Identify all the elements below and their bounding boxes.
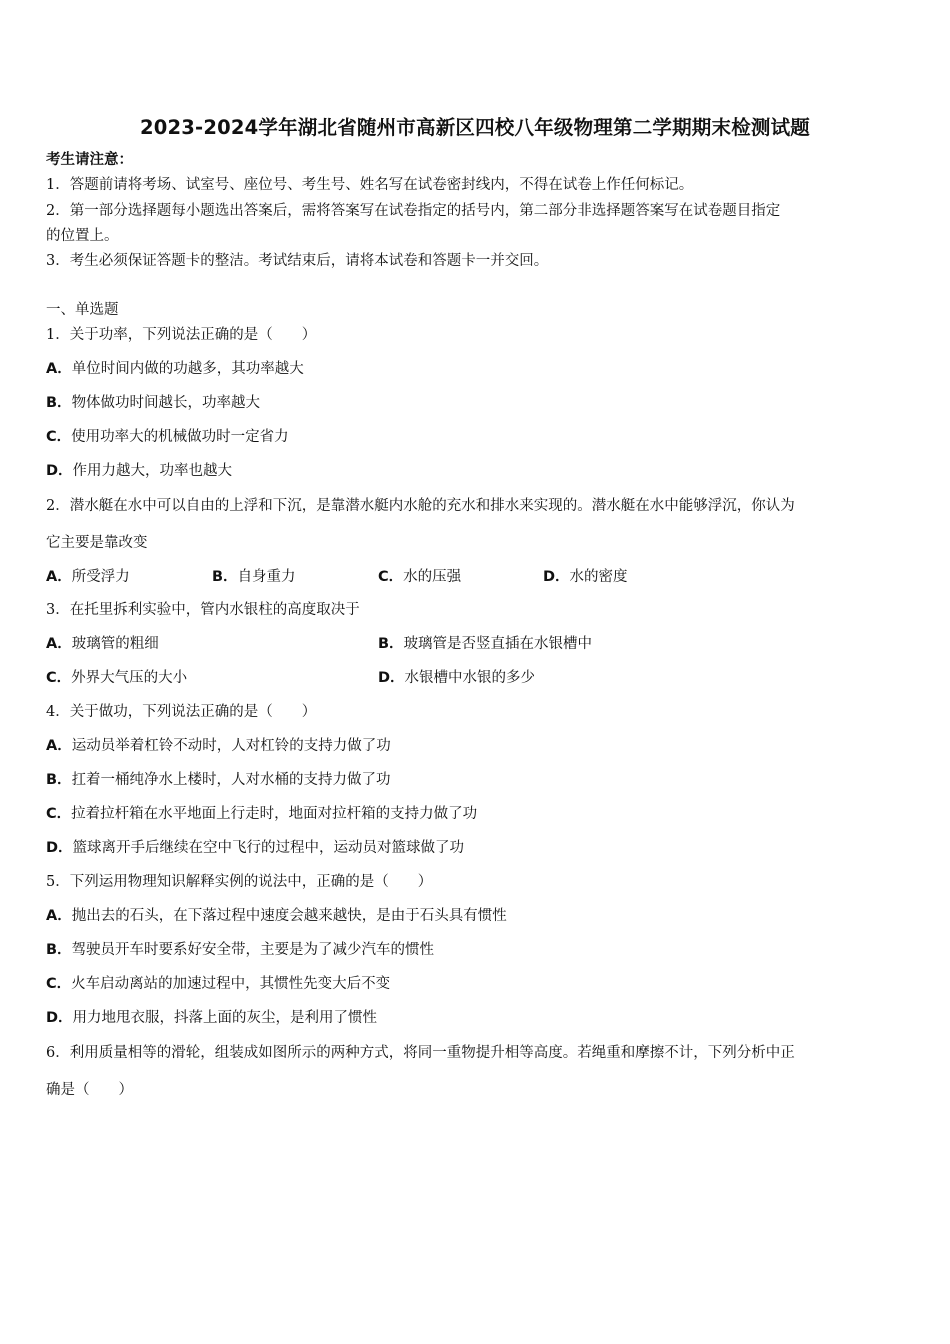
question-2-option-d	[543, 567, 628, 587]
option-text: 玻璃管的粗细	[71, 636, 159, 652]
option-text: 篮球离开手后继续在空中飞行的过程中，运动员对篮球做了功	[72, 840, 465, 856]
option-label: D．	[46, 840, 73, 856]
option-label: D．	[378, 670, 405, 686]
question-1-stem: 1．关于功率，下列说法正确的是（ ）	[46, 327, 317, 343]
option-label: C．	[46, 976, 72, 992]
option-label: D．	[46, 463, 73, 479]
question-2-stem: 2．潜水艇在水中可以自由的上浮和下沉，是靠潜水艇内水舱的充水和排水来实现的。潜水艇在水中能够浮沉，你认为	[46, 498, 795, 514]
question-1-option-c	[46, 427, 289, 447]
question-3-option-d	[378, 668, 535, 688]
option-label: C．	[46, 670, 72, 686]
question-4-option-b	[46, 770, 391, 790]
option-text: 拉着拉杆箱在水平地面上行走时，地面对拉杆箱的支持力做了功	[71, 806, 478, 822]
question-5-option-b	[46, 940, 434, 960]
notice-item-2: 2．第一部分选择题每小题选出答案后，需将答案写在试卷指定的括号内，第二部分非选择题答案写在试卷题目指定	[46, 203, 781, 219]
option-label: A．	[46, 361, 72, 377]
option-text: 驾驶员开车时要系好安全带，主要是为了减少汽车的惯性	[71, 942, 435, 958]
question-6-stem-cont: 确是（ ）	[46, 1082, 133, 1098]
question-3-option-b	[378, 634, 592, 654]
notice-heading: 考生请注意：	[46, 151, 133, 168]
option-label: A．	[46, 569, 72, 585]
question-5-option-a	[46, 906, 507, 926]
section-heading: 一、单选题	[46, 302, 119, 318]
option-label: D．	[543, 569, 570, 585]
question-2-option-c	[378, 567, 461, 587]
option-text: 使用功率大的机械做功时一定省力	[71, 429, 289, 445]
option-label: A．	[46, 908, 72, 924]
option-label: D．	[46, 1010, 73, 1026]
exam-title: 2023-2024学年湖北省随州市高新区四校八年级物理第二学期期末检测试题	[139, 116, 811, 139]
option-label: A．	[46, 636, 72, 652]
question-4-option-c	[46, 804, 477, 824]
option-label: C．	[378, 569, 404, 585]
option-text: 水银槽中水银的多少	[404, 670, 536, 686]
option-text: 抛出去的石头，在下落过程中速度会越来越快，是由于石头具有惯性	[71, 908, 507, 924]
question-2-stem-cont: 它主要是靠改变	[46, 535, 148, 551]
option-text: 作用力越大，功率也越大	[72, 463, 233, 479]
question-5-option-d	[46, 1008, 377, 1028]
option-text: 所受浮力	[71, 569, 130, 585]
question-4-option-a	[46, 736, 391, 756]
question-5-option-c	[46, 974, 390, 994]
question-5-stem: 5．下列运用物理知识解释实例的说法中，正确的是（ ）	[46, 874, 433, 890]
option-label: B．	[46, 395, 72, 411]
question-6-stem: 6．利用质量相等的滑轮，组装成如图所示的两种方式，将同一重物提升相等高度。若绳重和摩擦不计，下列分析中正	[46, 1045, 795, 1061]
question-4-option-d	[46, 838, 464, 858]
question-4-stem: 4．关于做功，下列说法正确的是（ ）	[46, 704, 317, 720]
question-2-option-a	[46, 567, 130, 587]
option-text: 用力地甩衣服，抖落上面的灰尘，是利用了惯性	[72, 1010, 378, 1026]
option-text: 玻璃管是否竖直插在水银槽中	[403, 636, 593, 652]
option-label: B．	[212, 569, 238, 585]
option-text: 火车启动离站的加速过程中，其惯性先变大后不变	[71, 976, 391, 992]
question-1-option-b	[46, 393, 260, 413]
option-text: 外界大气压的大小	[71, 670, 188, 686]
question-3-option-a	[46, 634, 159, 654]
option-label: B．	[378, 636, 404, 652]
question-1-option-d	[46, 461, 232, 481]
question-1-option-a	[46, 359, 304, 379]
option-text: 单位时间内做的功越多，其功率越大	[71, 361, 304, 377]
option-text: 物体做功时间越长，功率越大	[71, 395, 261, 411]
option-label: B．	[46, 942, 72, 958]
option-label: C．	[46, 806, 72, 822]
question-2-option-b	[212, 567, 296, 587]
option-label: C．	[46, 429, 72, 445]
notice-item-1: 1．答题前请将考场、试室号、座位号、考生号、姓名写在试卷密封线内，不得在试卷上作任何标记。	[46, 177, 694, 193]
option-text: 运动员举着杠铃不动时，人对杠铃的支持力做了功	[71, 738, 391, 754]
option-text: 水的密度	[569, 569, 628, 585]
question-3-stem: 3．在托里拆利实验中，管内水银柱的高度取决于	[46, 602, 360, 618]
option-text: 水的压强	[403, 569, 462, 585]
option-label: B．	[46, 772, 72, 788]
option-text: 自身重力	[237, 569, 296, 585]
notice-item-2-cont: 的位置上。	[46, 228, 119, 244]
option-text: 扛着一桶纯净水上楼时，人对水桶的支持力做了功	[71, 772, 391, 788]
option-label: A．	[46, 738, 72, 754]
question-3-option-c	[46, 668, 187, 688]
notice-item-3: 3．考生必须保证答题卡的整洁。考试结束后，请将本试卷和答题卡一并交回。	[46, 253, 549, 269]
